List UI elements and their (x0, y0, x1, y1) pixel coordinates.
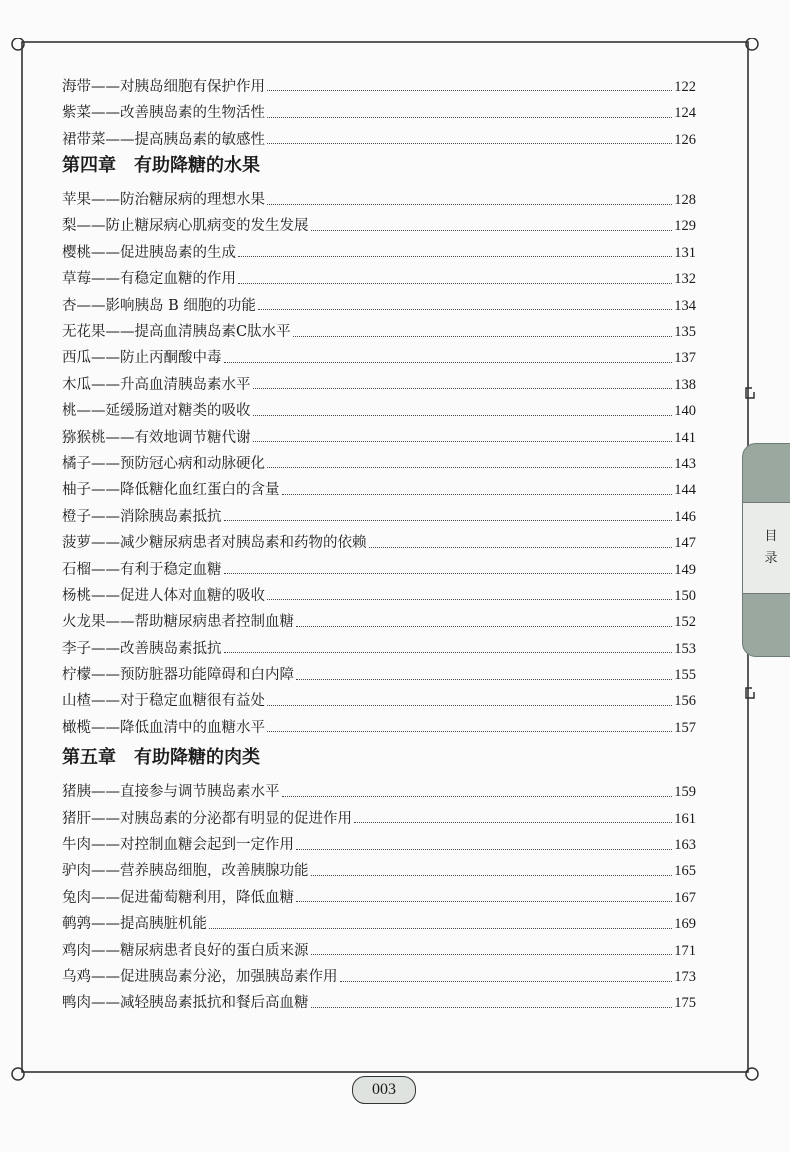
toc-entry (62, 498, 696, 524)
leader-dots (267, 90, 672, 91)
leader-dots (282, 796, 673, 797)
toc-entry-page: 126 (674, 131, 696, 148)
toc-entry-title: 李子——改善胰岛素抵抗 (62, 640, 222, 657)
toc-entry (62, 392, 696, 418)
toc-entry (62, 234, 696, 260)
toc-entry-page: 122 (674, 78, 696, 95)
toc-entry (62, 366, 696, 392)
toc-entry-title: 石榴——有利于稳定血糖 (62, 561, 222, 578)
leader-dots (296, 849, 672, 850)
toc-entry-page: 147 (674, 535, 696, 552)
toc-entry (62, 577, 696, 603)
toc-entry-page: 163 (674, 837, 696, 854)
toc-entry-page: 141 (674, 429, 696, 446)
leader-dots (224, 362, 673, 363)
toc-entry-title: 苹果——防治糖尿病的理想水果 (62, 192, 265, 209)
toc-entry-page: 165 (674, 863, 696, 880)
toc-entry-page: 173 (674, 969, 696, 985)
side-tab-char: 录 (764, 551, 778, 566)
toc-entry (62, 94, 696, 120)
toc-entry-page: 143 (674, 455, 696, 472)
toc-entry-title: 猪肝——对胰岛素的分泌都有明显的促进作用 (62, 810, 352, 827)
toc-entry-title: 菠萝——减少糖尿病患者对胰岛素和药物的依赖 (62, 535, 367, 552)
leader-dots (253, 441, 673, 442)
toc-entry (62, 68, 696, 94)
toc-entry-page: 140 (674, 403, 696, 420)
leader-dots (311, 230, 673, 231)
toc-entry-page: 131 (674, 244, 696, 261)
toc-section-top (62, 68, 696, 147)
toc-entry (62, 773, 696, 799)
toc-entry-title: 猕猴桃——有效地调节糖代谢 (62, 429, 251, 446)
toc-entry (62, 958, 696, 984)
leader-dots (296, 901, 672, 902)
leader-dots (224, 652, 673, 653)
leader-dots (282, 494, 673, 495)
leader-dots (267, 705, 672, 706)
toc-entry-title: 鸡肉——糖尿病患者良好的蛋白质来源 (62, 942, 309, 959)
toc-entry-page: 138 (674, 376, 696, 393)
toc-entry (62, 340, 696, 366)
leader-dots (311, 875, 673, 876)
toc-entry-page: 135 (674, 324, 696, 341)
toc-entry-title: 橘子——预防冠心病和动脉硬化 (62, 455, 265, 472)
side-tab-char: 目 (764, 529, 778, 544)
leader-dots (354, 822, 672, 823)
leader-dots (238, 256, 672, 257)
toc-entry-title: 橄榄——降低血清中的血糖水平 (62, 719, 265, 736)
toc-entry (62, 879, 696, 905)
toc-entry-title: 猪胰——直接参与调节胰岛素水平 (62, 784, 280, 801)
toc-entry-title: 杏——影响胰岛 B 细胞的功能 (62, 297, 256, 314)
leader-dots (258, 309, 672, 310)
leader-dots (293, 336, 673, 337)
toc-entry (62, 524, 696, 550)
leader-dots (296, 626, 672, 627)
leader-dots (267, 143, 672, 144)
chapter-heading-5 (62, 739, 696, 773)
chapter-title: 有助降糖的肉类 (134, 747, 260, 769)
toc-entry-title: 樱桃——促进胰岛素的生成 (62, 244, 236, 261)
toc-entry-title: 西瓜——防止丙酮酸中毒 (62, 350, 222, 367)
leader-dots (340, 981, 673, 982)
leader-dots (267, 731, 672, 732)
toc-entry-page: 167 (674, 889, 696, 906)
toc-entry (62, 656, 696, 682)
leader-dots (224, 520, 673, 521)
toc-entry-page: 144 (674, 482, 696, 499)
toc-entry (62, 121, 696, 147)
toc-entry-title: 驴肉——营养胰岛细胞，改善胰腺功能 (62, 863, 309, 880)
toc-entry (62, 313, 696, 339)
toc-entry (62, 287, 696, 313)
toc-entry (62, 905, 696, 931)
leader-dots (253, 388, 673, 389)
toc-entry-title: 鸭肉——减轻胰岛素抵抗和餐后高血糖 (62, 995, 309, 1012)
toc-entry-page: 157 (674, 719, 696, 736)
toc-entry (62, 630, 696, 656)
toc-entry (62, 181, 696, 207)
leader-dots (296, 679, 672, 680)
toc-entry-title: 草莓——有稳定血糖的作用 (62, 271, 236, 288)
toc-entry-page: 153 (674, 640, 696, 657)
toc-entry (62, 800, 696, 826)
toc-entry-page: 149 (674, 561, 696, 578)
toc-entry-title: 杨桃——促进人体对血糖的吸收 (62, 587, 265, 604)
toc-entry (62, 826, 696, 852)
toc-section-ch5 (62, 773, 696, 1011)
toc-entry-title: 海带——对胰岛细胞有保护作用 (62, 78, 265, 95)
page-number: 003 (352, 1076, 416, 1104)
toc-entry (62, 471, 696, 497)
chapter-heading-4 (62, 147, 696, 181)
toc (62, 68, 696, 1011)
toc-entry (62, 985, 696, 1011)
toc-entry-page: 132 (674, 271, 696, 288)
toc-entry-page: 146 (674, 508, 696, 525)
toc-entry (62, 853, 696, 879)
toc-entry-title: 牛肉——对控制血糖会起到一定作用 (62, 837, 294, 854)
leader-dots (267, 204, 672, 205)
leader-dots (238, 283, 672, 284)
toc-entry-page: 150 (674, 587, 696, 604)
leader-dots (267, 599, 672, 600)
chapter-number: 第四章 (62, 155, 116, 177)
toc-entry-title: 紫菜——改善胰岛素的生物活性 (62, 105, 265, 122)
toc-entry-title: 橙子——消除胰岛素抵抗 (62, 508, 222, 525)
toc-entry (62, 208, 696, 234)
toc-entry-page: 137 (674, 350, 696, 367)
toc-entry-page: 129 (674, 218, 696, 235)
toc-entry (62, 260, 696, 286)
leader-dots (311, 954, 673, 955)
toc-section-ch4 (62, 181, 696, 735)
toc-entry-title: 山楂——对于稳定血糖很有益处 (62, 693, 265, 710)
toc-entry (62, 932, 696, 958)
toc-entry-page: 156 (674, 693, 696, 710)
leader-dots (267, 117, 672, 118)
toc-entry-title: 火龙果——帮助糖尿病患者控制血糖 (62, 614, 294, 631)
toc-entry-page: 175 (674, 995, 696, 1012)
toc-entry (62, 551, 696, 577)
toc-entry-title: 柠檬——预防脏器功能障碍和白内障 (62, 667, 294, 684)
toc-entry-title: 乌鸡——促进胰岛素分泌，加强胰岛素作用 (62, 969, 338, 985)
chapter-title: 有助降糖的水果 (134, 155, 260, 177)
toc-entry-page: 171 (674, 942, 696, 959)
toc-entry-title: 兔肉——促进葡萄糖利用，降低血糖 (62, 889, 294, 906)
toc-entry-title: 桃——延缓肠道对糖类的吸收 (62, 403, 251, 420)
toc-entry-page: 155 (674, 667, 696, 684)
leader-dots (267, 467, 672, 468)
toc-entry (62, 683, 696, 709)
toc-entry-title: 无花果——提高血清胰岛素C肽水平 (62, 324, 291, 341)
toc-entry (62, 603, 696, 629)
toc-entry-title: 木瓜——升高血清胰岛素水平 (62, 376, 251, 393)
toc-entry (62, 709, 696, 735)
leader-dots (209, 928, 672, 929)
toc-entry-page: 124 (674, 105, 696, 122)
chapter-number: 第五章 (62, 747, 116, 769)
leader-dots (224, 573, 673, 574)
toc-entry-title: 裙带菜——提高胰岛素的敏感性 (62, 131, 265, 148)
toc-entry-page: 134 (674, 297, 696, 314)
toc-entry-page: 161 (674, 810, 696, 827)
toc-entry-title: 鹌鹑——提高胰脏机能 (62, 916, 207, 933)
toc-entry-page: 152 (674, 614, 696, 631)
leader-dots (311, 1007, 673, 1008)
leader-dots (369, 547, 673, 548)
contents-side-tab (742, 443, 790, 657)
leader-dots (253, 415, 673, 416)
toc-entry-title: 梨——防止糖尿病心肌病变的发生发展 (62, 218, 309, 235)
toc-entry (62, 419, 696, 445)
toc-entry-page: 128 (674, 192, 696, 209)
toc-entry (62, 445, 696, 471)
toc-entry-title: 柚子——降低糖化血红蛋白的含量 (62, 482, 280, 499)
toc-entry-page: 169 (674, 916, 696, 933)
toc-entry-page: 159 (674, 784, 696, 801)
